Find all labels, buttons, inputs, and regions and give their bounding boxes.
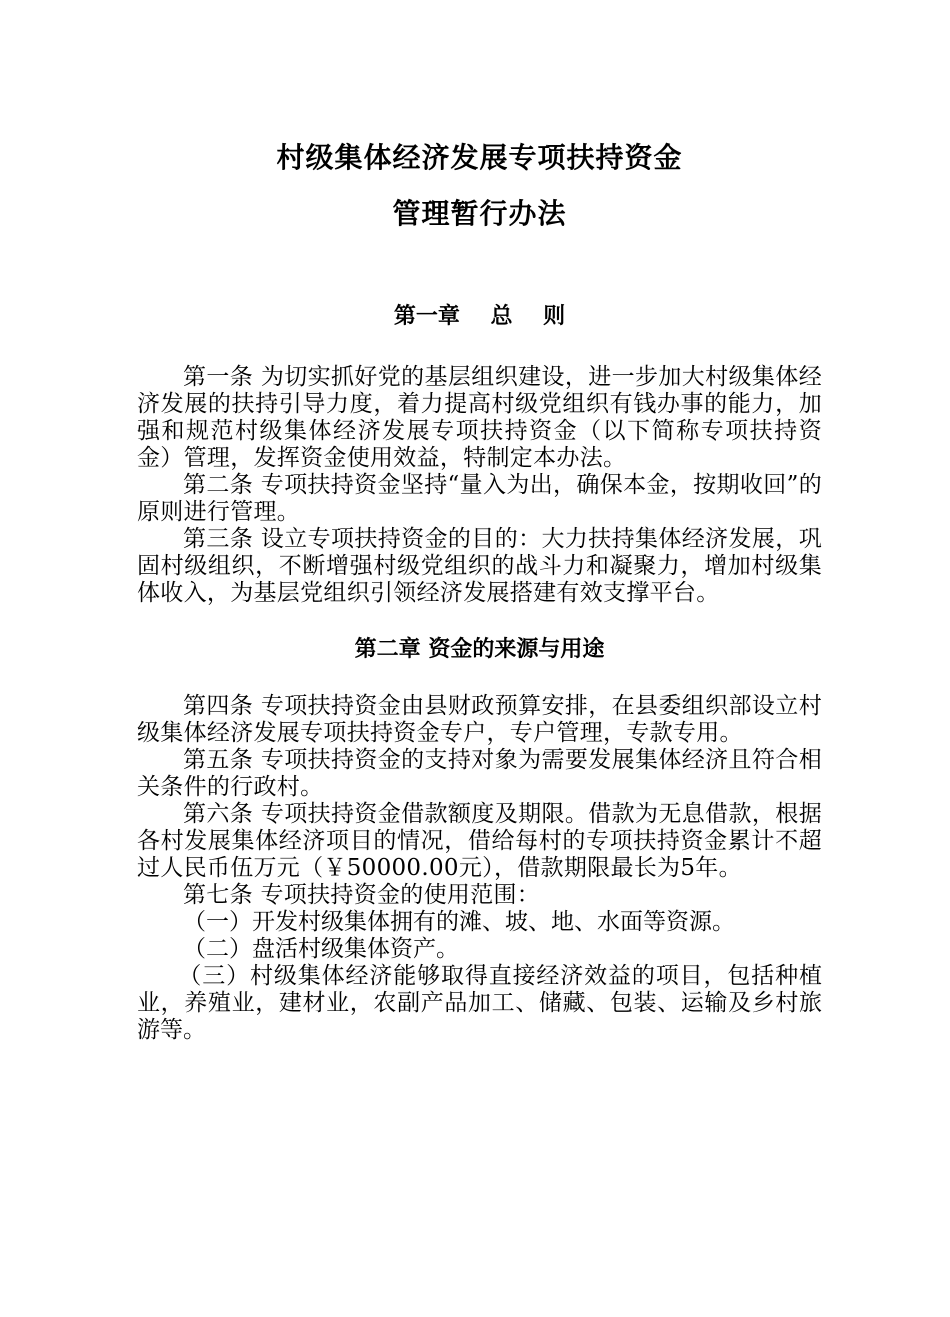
article-7-item-2: （二）盘活村级集体资产。 xyxy=(183,936,459,962)
article-5: 第五条 专项扶持资金的支持对象为需要发展集体经济且符合相关条件的行政村。 xyxy=(137,747,822,800)
document-title-line2: 管理暂行办法 xyxy=(392,197,567,230)
article-2: 第二条 专项扶持资金坚持“量入为出，确保本金，按期收回”的原则进行管理。 xyxy=(137,472,822,525)
article-7: 第七条 专项扶持资金的使用范围： xyxy=(183,882,541,908)
article-7-item-3: （三）村级集体经济能够取得直接经济效益的项目，包括种植业，养殖业，建材业，农副产品加工、储藏、包装、运输及乡村旅游等。 xyxy=(137,963,822,1043)
article-4: 第四条 专项扶持资金由县财政预算安排，在县委组织部设立村级集体经济发展专项扶持资金专户，专户管理，专款专用。 xyxy=(137,693,822,746)
article-6: 第六条 专项扶持资金借款额度及期限。借款为无息借款，根据各村发展集体经济项目的情况，借给每村的专项扶持资金累计不超过人民币伍万元（￥50000.00元），借款期限最长为5年。 xyxy=(137,801,822,881)
article-3: 第三条 设立专项扶持资金的目的：大力扶持集体经济发展，巩固村级组织，不断增强村级党组织的战斗力和凝聚力，增加村级集体收入，为基层党组织引领经济发展搭建有效支撑平台。 xyxy=(137,526,822,606)
chapter-1-heading: 第一章 总 则 xyxy=(393,304,566,329)
chapter-2-heading: 第二章 资金的来源与用途 xyxy=(354,637,605,662)
document-title-line1: 村级集体经济发展专项扶持资金 xyxy=(276,141,683,174)
article-1: 第一条 为切实抓好党的基层组织建设，进一步加大村级集体经济发展的扶持引导力度，着力提高村级党组织有钱办事的能力，加强和规范村级集体经济发展专项扶持资金（以下简称专项扶持资金）管理，发挥资金使用效益，特制定本办法。 xyxy=(137,364,822,471)
document-body xyxy=(137,140,822,1044)
article-7-item-1: （一）开发村级集体拥有的滩、坡、地、水面等资源。 xyxy=(183,909,735,935)
